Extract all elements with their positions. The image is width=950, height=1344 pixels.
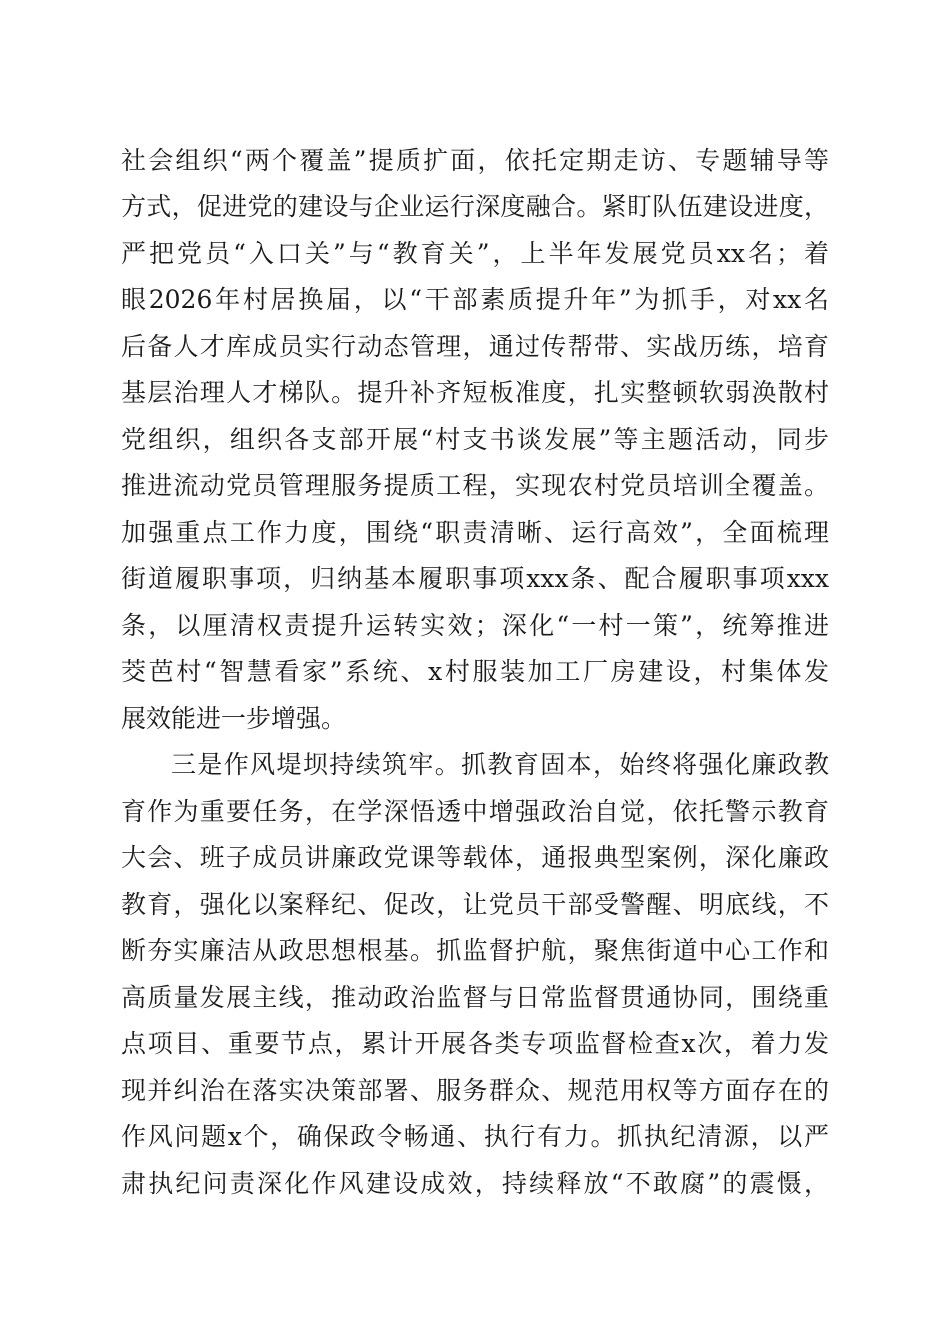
text-line-11: 条，以厘清权责提升运转实效；深化“一村一策”，统筹推进 xyxy=(121,611,829,640)
text-line-16: 大会、班子成员讲廉政党课等载体，通报典型案例，深化廉政 xyxy=(121,843,829,872)
text-line-13: 展效能进一步增强。 xyxy=(121,704,347,733)
text-line-21: 现并纠治在落实决策部署、服务群众、规范用权等方面存在的 xyxy=(121,1076,829,1105)
text-line-1: 社会组织“两个覆盖”提质扩面，依托定期走访、专题辅导等 xyxy=(121,146,829,175)
text-line-8: 推进流动党员管理服务提质工程，实现农村党员培训全覆盖。 xyxy=(121,471,829,500)
text-line-20: 点项目、重要节点，累计开展各类专项监督检查x次，着力发 xyxy=(121,1029,829,1058)
text-line-2: 方式，促进党的建设与企业运行深度融合。紧盯队伍建设进度， xyxy=(121,192,829,221)
text-line-15: 育作为重要任务，在学深悟透中增强政治自觉，依托警示教育 xyxy=(121,797,829,826)
text-line-17: 教育，强化以案释纪、促改，让党员干部受警醒、明底线，不 xyxy=(121,890,829,919)
text-line-23: 肃执纪问责深化作风建设成效，持续释放“不敢腐”的震慑， xyxy=(121,1169,829,1198)
text-line-7: 党组织，组织各支部开展“村支书谈发展”等主题活动，同步 xyxy=(121,425,829,454)
text-line-9: 加强重点工作力度，围绕“职责清晰、运行高效”，全面梳理 xyxy=(121,518,829,547)
text-line-10: 街道履职事项，归纳基本履职事项xxx条、配合履职事项xxx xyxy=(121,564,829,593)
text-line-14: 三是作风堤坝持续筑牢。抓教育固本，始终将强化廉政教 xyxy=(171,750,829,779)
text-line-5: 后备人才库成员实行动态管理，通过传帮带、实战历练，培育 xyxy=(121,332,829,361)
text-line-6: 基层治理人才梯队。提升补齐短板准度，扎实整顿软弱涣散村 xyxy=(121,378,829,407)
text-line-4: 眼2026年村居换届，以“干部素质提升年”为抓手，对xx名 xyxy=(121,285,829,314)
text-line-22: 作风问题x个，确保政令畅通、执行有力。抓执纪清源，以严 xyxy=(121,1122,829,1151)
text-line-18: 断夯实廉洁从政思想根基。抓监督护航，聚焦街道中心工作和 xyxy=(121,936,829,965)
text-line-3: 严把党员“入口关”与“教育关”，上半年发展党员xx名；着 xyxy=(121,239,829,268)
text-line-12: 茭芭村“智慧看家”系统、x村服装加工厂房建设，村集体发 xyxy=(121,657,829,686)
text-line-19: 高质量发展主线，推动政治监督与日常监督贯通协同，围绕重 xyxy=(121,983,829,1012)
